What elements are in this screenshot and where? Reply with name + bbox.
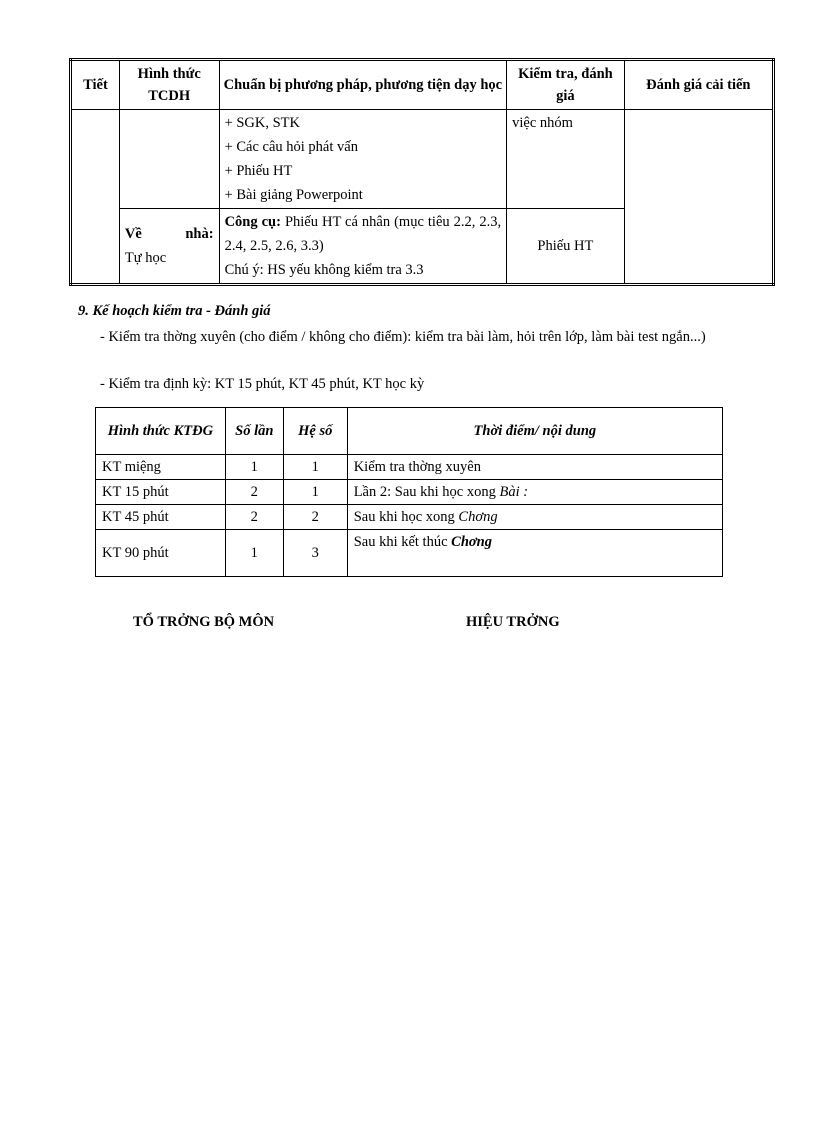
prep-line: + Bài giảng Powerpoint <box>224 187 363 203</box>
count-cell: 1 <box>225 455 283 480</box>
check-cell: việc nhóm <box>507 110 625 209</box>
header-cell: Hình thức TCDH <box>119 60 219 110</box>
header-cell: Tiết <box>71 60 120 110</box>
prep-line: + SGK, STK <box>224 115 301 131</box>
count-cell: 1 <box>225 530 283 577</box>
time-cell <box>347 530 722 577</box>
header-cell: Thời điểm/ nội dung <box>347 408 722 455</box>
signature-principal: HIỆU TRỞNG <box>466 614 560 630</box>
time-emph: Chơng <box>458 509 498 525</box>
time-text: Lần 2: Sau khi học xong <box>353 484 500 500</box>
coef-cell: 1 <box>283 480 347 505</box>
prep-line: + Phiếu HT <box>224 163 293 179</box>
coef-cell: 2 <box>283 505 347 530</box>
table-row <box>96 505 723 530</box>
form-cell: KT 15 phút <box>96 480 226 505</box>
count-cell: 2 <box>225 505 283 530</box>
check-cell: Phiếu HT <box>507 209 625 285</box>
form-home-label: Về nhà: <box>124 226 214 242</box>
table-header-row <box>71 60 774 110</box>
prep-line: + Các câu hỏi phát vấn <box>224 139 358 155</box>
time-text: Kiểm tra thờng xuyên <box>353 459 481 475</box>
coef-cell: 3 <box>283 530 347 577</box>
lesson-period-cell <box>71 110 120 285</box>
header-cell: Chuẩn bị phương pháp, phương tiện dạy học <box>219 60 507 110</box>
table-row <box>96 530 723 577</box>
time-cell <box>347 455 722 480</box>
assessment-table <box>95 407 723 577</box>
time-emph: Chơng <box>451 534 492 550</box>
time-emph: Bài : <box>499 484 529 500</box>
time-cell <box>347 480 722 505</box>
form-cell: KT 90 phút <box>96 530 226 577</box>
lesson-plan-table <box>69 58 775 286</box>
improvement-cell <box>624 110 773 285</box>
header-cell: Hình thức KTĐG <box>96 408 226 455</box>
form-cell: KT miệng <box>96 455 226 480</box>
form-cell: KT 45 phút <box>96 505 226 530</box>
signature-department-head: TỔ TRỞNG BỘ MÔN <box>133 614 275 630</box>
tool-text: Phiếu HT cá nhân (mục tiêu 2.2, 2.3, 2.4, 2.5, 2.6, 3.3) <box>224 214 502 254</box>
time-cell <box>347 505 722 530</box>
form-self-study: Tự học <box>124 250 167 266</box>
table-row <box>96 455 723 480</box>
section-title: 9. Kế hoạch kiểm tra - Đánh giá <box>78 303 271 319</box>
count-cell: 2 <box>225 480 283 505</box>
form-cell <box>119 110 219 209</box>
table-row <box>71 110 774 209</box>
paragraph-periodic-check: - Kiểm tra định kỳ: KT 15 phút, KT 45 phút, KT học kỳ <box>100 376 425 392</box>
prep-note: Chú ý: HS yếu không kiểm tra 3.3 <box>224 262 424 278</box>
header-cell: Đánh giá cải tiến <box>624 60 773 110</box>
header-cell: Kiểm tra, đánh giá <box>507 60 625 110</box>
table-header-row <box>96 408 723 455</box>
prep-cell <box>219 110 507 209</box>
form-cell <box>119 209 219 285</box>
table-row <box>96 480 723 505</box>
header-cell: Số lần <box>225 408 283 455</box>
time-text: Sau khi học xong <box>353 509 459 525</box>
tool-label: Công cụ: <box>224 214 281 230</box>
time-text: Sau khi kết thúc <box>353 534 452 550</box>
paragraph-regular-check: - Kiểm tra thờng xuyên (cho điểm / không cho điểm): kiểm tra bài làm, hỏi trên lớp, làm bài test ngắn...) <box>100 329 706 345</box>
prep-cell <box>219 209 507 285</box>
header-cell: Hệ số <box>283 408 347 455</box>
coef-cell: 1 <box>283 455 347 480</box>
